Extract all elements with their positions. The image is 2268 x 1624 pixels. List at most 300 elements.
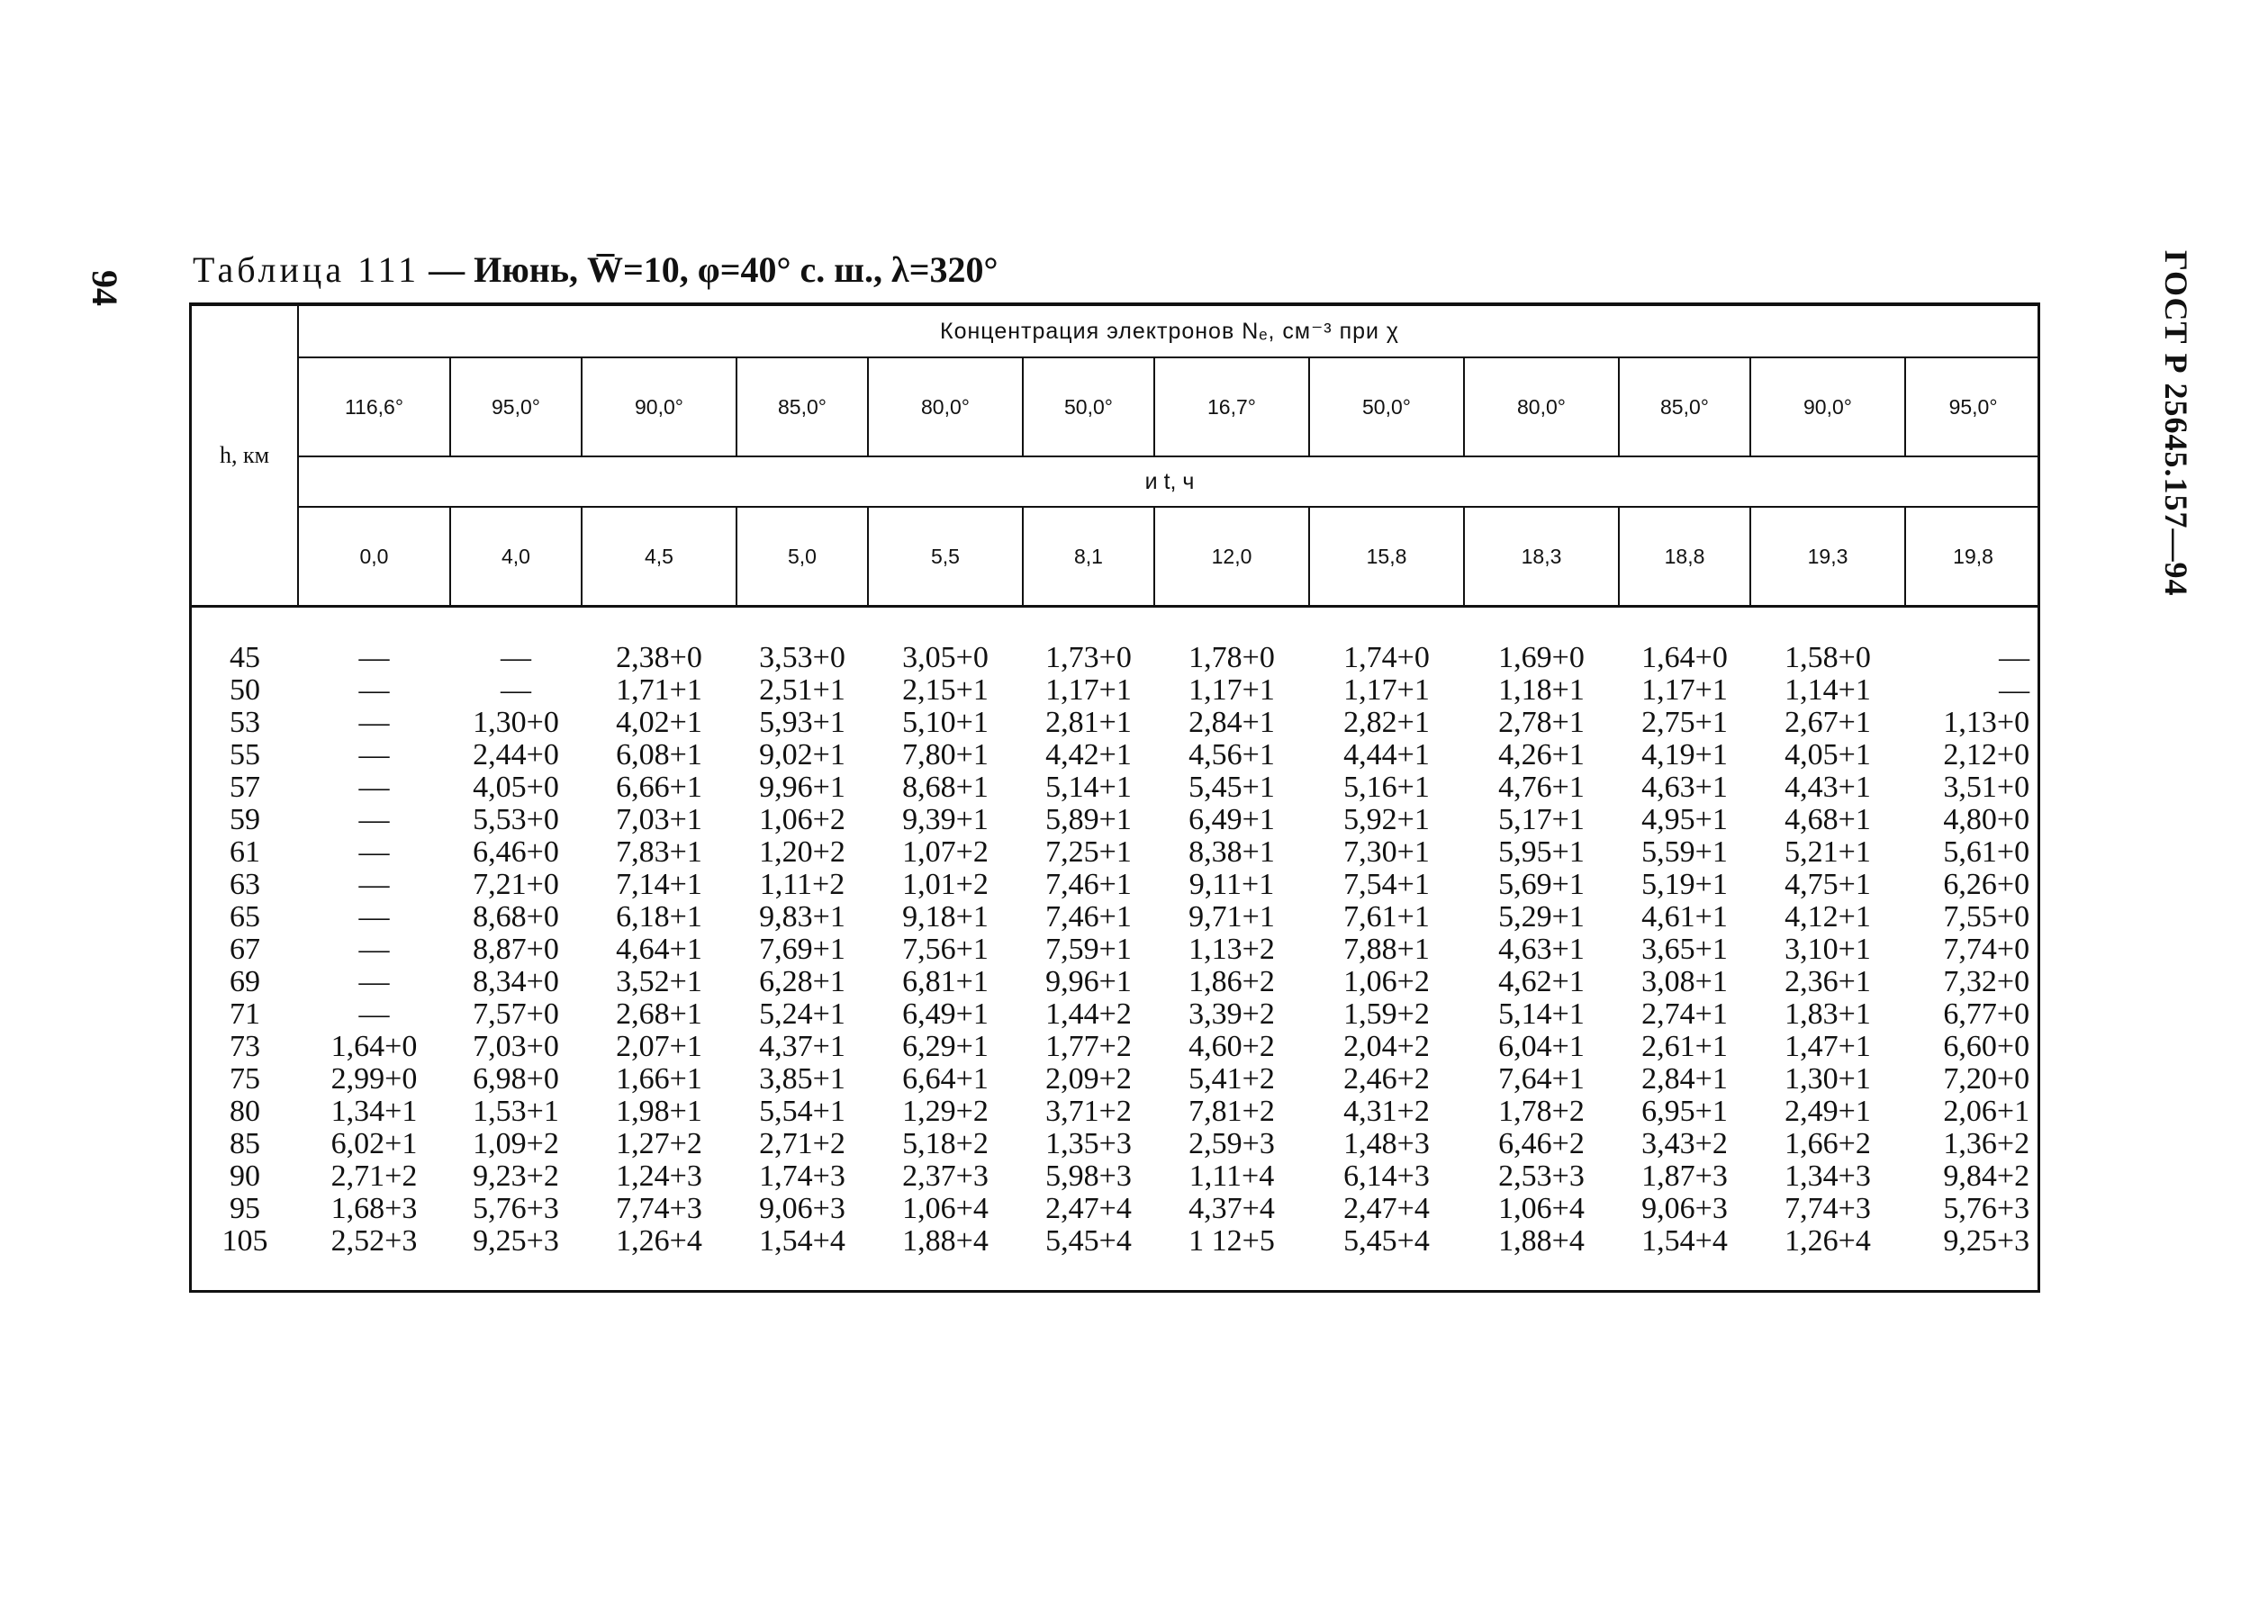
value-cell: 9,11+1 bbox=[1188, 868, 1275, 901]
value-cell: 1,48+3 bbox=[1343, 1127, 1430, 1160]
height-cell: 67 bbox=[230, 933, 260, 966]
value-cell: 1,86+2 bbox=[1188, 965, 1275, 998]
value-cell: 6,14+3 bbox=[1343, 1159, 1430, 1193]
row-header-label bbox=[192, 306, 298, 607]
chi-header-cell: 50,0° bbox=[1309, 357, 1464, 456]
value-cell: — bbox=[358, 997, 390, 1031]
chi-header-cell: 16,7° bbox=[1154, 357, 1309, 456]
value-cell: 9,39+1 bbox=[902, 803, 989, 836]
value-cell: 4,62+1 bbox=[1498, 965, 1585, 998]
value-cell: 6,26+0 bbox=[1943, 868, 2030, 901]
value-cell: 9,84+2 bbox=[1943, 1159, 2030, 1193]
value-cell: 5,21+1 bbox=[1785, 835, 1871, 869]
value-cell: 2,61+1 bbox=[1641, 1030, 1728, 1063]
value-cell: 9,23+2 bbox=[473, 1159, 559, 1193]
height-cell: 73 bbox=[230, 1030, 260, 1063]
value-cell: 8,34+0 bbox=[473, 965, 559, 998]
value-cell: — bbox=[358, 900, 390, 934]
value-cell: 7,03+1 bbox=[616, 803, 702, 836]
value-cell: 3,53+0 bbox=[759, 641, 845, 674]
value-cell: 6,04+1 bbox=[1498, 1030, 1585, 1063]
chi-header-cell: 80,0° bbox=[868, 357, 1023, 456]
value-cell: 5,29+1 bbox=[1498, 900, 1585, 934]
chi-header-cell: 50,0° bbox=[1023, 357, 1154, 456]
height-cell: 71 bbox=[230, 997, 260, 1031]
value-cell: 6,28+1 bbox=[759, 965, 845, 998]
value-cell: 5,10+1 bbox=[902, 706, 989, 739]
value-cell: 6,29+1 bbox=[902, 1030, 989, 1063]
value-cell: 4,05+1 bbox=[1785, 738, 1871, 771]
value-cell: 3,51+0 bbox=[1943, 771, 2030, 804]
value-cell: 2,74+1 bbox=[1641, 997, 1728, 1031]
value-cell: 1,30+0 bbox=[473, 706, 559, 739]
value-cell: 4,02+1 bbox=[616, 706, 702, 739]
height-cell: 50 bbox=[230, 673, 260, 707]
value-cell: 1,83+1 bbox=[1785, 997, 1871, 1031]
value-cell: 6,46+2 bbox=[1498, 1127, 1585, 1160]
height-cell: 95 bbox=[230, 1192, 260, 1225]
table-title bbox=[193, 248, 998, 291]
table-title-rest: — Июнь, W̅=10, φ=40° с. ш., λ=320° bbox=[420, 249, 998, 290]
value-cell: 1,54+4 bbox=[1641, 1224, 1728, 1258]
value-cell: 2,71+2 bbox=[330, 1159, 418, 1193]
value-cell: 5,53+0 bbox=[473, 803, 559, 836]
value-cell: 1,06+4 bbox=[1498, 1192, 1585, 1225]
value-cell: 6,95+1 bbox=[1641, 1095, 1728, 1128]
row-header-text: h, км bbox=[219, 442, 270, 468]
value-cell: 9,71+1 bbox=[1188, 900, 1275, 934]
value-cell: 1,77+2 bbox=[1045, 1030, 1132, 1063]
value-cell: 7,25+1 bbox=[1045, 835, 1132, 869]
value-cell: 7,14+1 bbox=[616, 868, 702, 901]
electron-concentration-table bbox=[192, 306, 2040, 1290]
value-cell: 1,29+2 bbox=[902, 1095, 989, 1128]
value-cell: 4,80+0 bbox=[1943, 803, 2030, 836]
value-cell: 4,37+4 bbox=[1188, 1192, 1275, 1225]
value-cell: 1,78+0 bbox=[1188, 641, 1275, 674]
value-cell: 4,63+1 bbox=[1498, 933, 1585, 966]
value-cell: 1,35+3 bbox=[1045, 1127, 1132, 1160]
t-header-cell: 0,0 bbox=[298, 507, 450, 607]
value-cell: 1,53+1 bbox=[473, 1095, 559, 1128]
value-cell: 2,07+1 bbox=[616, 1030, 702, 1063]
value-cell: 4,61+1 bbox=[1641, 900, 1728, 934]
value-cell: — bbox=[358, 738, 390, 771]
time-label: и t, ч bbox=[298, 456, 2040, 507]
value-cell: 7,74+3 bbox=[616, 1192, 702, 1225]
value-cell: 5,98+3 bbox=[1045, 1159, 1132, 1193]
chi-row bbox=[192, 357, 2040, 456]
table-row bbox=[192, 642, 2040, 674]
value-cell: 6,18+1 bbox=[616, 900, 702, 934]
value-cell: 7,69+1 bbox=[759, 933, 845, 966]
height-cell: 80 bbox=[230, 1095, 260, 1128]
chi-header-cell: 85,0° bbox=[1619, 357, 1750, 456]
value-cell: 5,54+1 bbox=[759, 1095, 845, 1128]
value-cell: 9,96+1 bbox=[1045, 965, 1132, 998]
value-cell: 1,68+3 bbox=[330, 1192, 418, 1225]
value-cell: 2,47+4 bbox=[1343, 1192, 1430, 1225]
height-cell: 90 bbox=[230, 1159, 260, 1193]
height-cell: 55 bbox=[230, 738, 260, 771]
height-cell: 75 bbox=[230, 1062, 260, 1096]
height-cell: 69 bbox=[230, 965, 260, 998]
value-cell: 1,11+4 bbox=[1188, 1159, 1275, 1193]
value-cell: 2,81+1 bbox=[1045, 706, 1132, 739]
chi-header-cell: 90,0° bbox=[1750, 357, 1905, 456]
value-cell: 3,43+2 bbox=[1641, 1127, 1728, 1160]
value-cell: 9,06+3 bbox=[1641, 1192, 1728, 1225]
value-cell: 1,17+1 bbox=[1045, 673, 1132, 707]
value-cell: 1,17+1 bbox=[1343, 673, 1430, 707]
value-cell: — bbox=[358, 641, 390, 674]
chi-header-cell: 85,0° bbox=[736, 357, 868, 456]
table-row bbox=[192, 674, 2040, 707]
value-cell: 4,76+1 bbox=[1498, 771, 1585, 804]
bottom-pad-cell bbox=[192, 1258, 2040, 1290]
value-cell: — bbox=[358, 965, 390, 998]
value-cell: 2,12+0 bbox=[1943, 738, 2030, 771]
value-cell: 6,60+0 bbox=[1943, 1030, 2030, 1063]
value-cell: 1,30+1 bbox=[1785, 1062, 1871, 1096]
value-cell: 9,25+3 bbox=[1943, 1224, 2030, 1258]
value-cell: 8,87+0 bbox=[473, 933, 559, 966]
value-cell: 1,01+2 bbox=[902, 868, 989, 901]
value-cell: 7,55+0 bbox=[1943, 900, 2030, 934]
t-header-cell: 8,1 bbox=[1023, 507, 1154, 607]
value-cell: 5,61+0 bbox=[1943, 835, 2030, 869]
value-cell: 7,56+1 bbox=[902, 933, 989, 966]
value-cell: 2,09+2 bbox=[1045, 1062, 1132, 1096]
value-cell: 3,39+2 bbox=[1188, 997, 1275, 1031]
table-row bbox=[192, 739, 2040, 771]
value-cell: 2,84+1 bbox=[1188, 706, 1275, 739]
t-header-cell: 12,0 bbox=[1154, 507, 1309, 607]
value-cell: 1,58+0 bbox=[1785, 641, 1871, 674]
value-cell: 1,44+2 bbox=[1045, 997, 1132, 1031]
value-cell: 1,20+2 bbox=[759, 835, 845, 869]
value-cell: 4,37+1 bbox=[759, 1030, 845, 1063]
value-cell: 3,71+2 bbox=[1045, 1095, 1132, 1128]
value-cell: — bbox=[501, 673, 531, 707]
value-cell: 1,24+3 bbox=[616, 1159, 702, 1193]
value-cell: 2,67+1 bbox=[1785, 706, 1871, 739]
value-cell: 3,05+0 bbox=[902, 641, 989, 674]
value-cell: 3,08+1 bbox=[1641, 965, 1728, 998]
chi-header-cell: 116,6° bbox=[298, 357, 450, 456]
value-cell: 4,63+1 bbox=[1641, 771, 1728, 804]
value-cell: 1,06+2 bbox=[1343, 965, 1430, 998]
value-cell: — bbox=[501, 641, 531, 674]
height-cell: 85 bbox=[230, 1127, 260, 1160]
value-cell: 3,52+1 bbox=[616, 965, 702, 998]
value-cell: 5,18+2 bbox=[902, 1127, 989, 1160]
value-cell: 6,49+1 bbox=[902, 997, 989, 1031]
value-cell: 1,34+1 bbox=[330, 1095, 418, 1128]
value-cell: 6,66+1 bbox=[616, 771, 702, 804]
value-cell: 1,78+2 bbox=[1498, 1095, 1585, 1128]
t-header-cell: 4,5 bbox=[582, 507, 736, 607]
value-cell: 5,93+1 bbox=[759, 706, 845, 739]
t-header-cell: 5,5 bbox=[868, 507, 1023, 607]
value-cell: 7,03+0 bbox=[473, 1030, 559, 1063]
value-cell: 7,21+0 bbox=[473, 868, 559, 901]
value-cell: 7,74+3 bbox=[1785, 1192, 1871, 1225]
table-row bbox=[192, 1160, 2040, 1193]
value-cell: 2,84+1 bbox=[1641, 1062, 1728, 1096]
value-cell: 3,85+1 bbox=[759, 1062, 845, 1096]
value-cell: 1,71+1 bbox=[616, 673, 702, 707]
value-cell: 6,49+1 bbox=[1188, 803, 1275, 836]
value-cell: 1,34+3 bbox=[1785, 1159, 1871, 1193]
value-cell: 1,26+4 bbox=[616, 1224, 702, 1258]
value-cell: 7,32+0 bbox=[1943, 965, 2030, 998]
value-cell: 6,77+0 bbox=[1943, 997, 2030, 1031]
value-cell: — bbox=[1999, 641, 2030, 674]
value-cell: 1,54+4 bbox=[759, 1224, 845, 1258]
value-cell: 5,95+1 bbox=[1498, 835, 1585, 869]
value-cell: 1,69+0 bbox=[1498, 641, 1585, 674]
concentration-label: Концентрация электронов Nₑ, см⁻³ при χ bbox=[298, 306, 2040, 357]
value-cell: 2,82+1 bbox=[1343, 706, 1430, 739]
table-row bbox=[192, 1096, 2040, 1128]
value-cell: 5,76+3 bbox=[1943, 1192, 2030, 1225]
value-cell: 1,73+0 bbox=[1045, 641, 1132, 674]
chi-header-cell: 95,0° bbox=[450, 357, 582, 456]
page-number: 94 bbox=[85, 270, 125, 306]
value-cell: 7,46+1 bbox=[1045, 868, 1132, 901]
value-cell: 1,88+4 bbox=[1498, 1224, 1585, 1258]
value-cell: 2,15+1 bbox=[902, 673, 989, 707]
value-cell: 7,20+0 bbox=[1943, 1062, 2030, 1096]
table-row bbox=[192, 1193, 2040, 1225]
value-cell: — bbox=[1999, 673, 2030, 707]
value-cell: 1,36+2 bbox=[1943, 1127, 2030, 1160]
table-row bbox=[192, 998, 2040, 1031]
bottom-pad-row bbox=[192, 1258, 2040, 1290]
table-row bbox=[192, 836, 2040, 869]
t-header-cell: 15,8 bbox=[1309, 507, 1464, 607]
value-cell: 1,66+1 bbox=[616, 1062, 702, 1096]
table-body bbox=[192, 607, 2040, 1291]
table-header bbox=[192, 306, 2040, 607]
table-row bbox=[192, 1128, 2040, 1160]
value-cell: 2,36+1 bbox=[1785, 965, 1871, 998]
table-row bbox=[192, 1225, 2040, 1258]
value-cell: 4,12+1 bbox=[1785, 900, 1871, 934]
value-cell: 1,27+2 bbox=[616, 1127, 702, 1160]
value-cell: 7,80+1 bbox=[902, 738, 989, 771]
table-row bbox=[192, 1063, 2040, 1096]
value-cell: 2,47+4 bbox=[1045, 1192, 1132, 1225]
value-cell: 2,44+0 bbox=[473, 738, 559, 771]
value-cell: 5,45+4 bbox=[1343, 1224, 1430, 1258]
t-header-cell: 18,3 bbox=[1464, 507, 1619, 607]
value-cell: 2,75+1 bbox=[1641, 706, 1728, 739]
value-cell: 1,17+1 bbox=[1641, 673, 1728, 707]
value-cell: 1,09+2 bbox=[473, 1127, 559, 1160]
value-cell: 5,76+3 bbox=[473, 1192, 559, 1225]
value-cell: 8,38+1 bbox=[1188, 835, 1275, 869]
value-cell: 2,59+3 bbox=[1188, 1127, 1275, 1160]
value-cell: — bbox=[358, 803, 390, 836]
value-cell: 5,69+1 bbox=[1498, 868, 1585, 901]
chi-header-cell: 90,0° bbox=[582, 357, 736, 456]
value-cell: 1,88+4 bbox=[902, 1224, 989, 1258]
value-cell: 7,74+0 bbox=[1943, 933, 2030, 966]
height-cell: 65 bbox=[230, 900, 260, 934]
t-row bbox=[192, 507, 2040, 607]
value-cell: 4,56+1 bbox=[1188, 738, 1275, 771]
value-cell: 7,54+1 bbox=[1343, 868, 1430, 901]
value-cell: 1,26+4 bbox=[1785, 1224, 1871, 1258]
value-cell: 2,68+1 bbox=[616, 997, 702, 1031]
value-cell: 6,02+1 bbox=[330, 1127, 418, 1160]
value-cell: 9,02+1 bbox=[759, 738, 845, 771]
value-cell: 9,06+3 bbox=[759, 1192, 845, 1225]
table-row bbox=[192, 707, 2040, 739]
value-cell: 2,52+3 bbox=[330, 1224, 418, 1258]
spacer-row bbox=[192, 607, 2040, 643]
value-cell: 7,64+1 bbox=[1498, 1062, 1585, 1096]
value-cell: 2,04+2 bbox=[1343, 1030, 1430, 1063]
value-cell: 6,98+0 bbox=[473, 1062, 559, 1096]
height-cell: 105 bbox=[221, 1224, 268, 1258]
value-cell: 2,49+1 bbox=[1785, 1095, 1871, 1128]
spacer-cell bbox=[192, 607, 2040, 643]
value-cell: 5,14+1 bbox=[1498, 997, 1585, 1031]
height-cell: 59 bbox=[230, 803, 260, 836]
table-row bbox=[192, 771, 2040, 804]
value-cell: 2,46+2 bbox=[1343, 1062, 1430, 1096]
value-cell: 3,65+1 bbox=[1641, 933, 1728, 966]
value-cell: 9,83+1 bbox=[759, 900, 845, 934]
value-cell: 6,46+0 bbox=[473, 835, 559, 869]
value-cell: — bbox=[358, 706, 390, 739]
t-header-cell: 18,8 bbox=[1619, 507, 1750, 607]
value-cell: 4,31+2 bbox=[1343, 1095, 1430, 1128]
value-cell: 1,59+2 bbox=[1343, 997, 1430, 1031]
value-cell: 4,42+1 bbox=[1045, 738, 1132, 771]
table-row bbox=[192, 1031, 2040, 1063]
height-cell: 61 bbox=[230, 835, 260, 869]
value-cell: 7,83+1 bbox=[616, 835, 702, 869]
value-cell: 7,88+1 bbox=[1343, 933, 1430, 966]
table-title-prefix: Таблица 111 bbox=[193, 249, 420, 290]
value-cell: 7,59+1 bbox=[1045, 933, 1132, 966]
value-cell: 5,24+1 bbox=[759, 997, 845, 1031]
value-cell: 7,57+0 bbox=[473, 997, 559, 1031]
t-header-cell: 5,0 bbox=[736, 507, 868, 607]
value-cell: — bbox=[358, 771, 390, 804]
value-cell: 9,18+1 bbox=[902, 900, 989, 934]
height-cell: 63 bbox=[230, 868, 260, 901]
value-cell: 5,59+1 bbox=[1641, 835, 1728, 869]
value-cell: 4,19+1 bbox=[1641, 738, 1728, 771]
value-cell: 5,17+1 bbox=[1498, 803, 1585, 836]
table-row bbox=[192, 804, 2040, 836]
value-cell: — bbox=[358, 835, 390, 869]
value-cell: 1,87+3 bbox=[1641, 1159, 1728, 1193]
value-cell: 1,07+2 bbox=[902, 835, 989, 869]
value-cell: 2,51+1 bbox=[759, 673, 845, 707]
value-cell: 4,43+1 bbox=[1785, 771, 1871, 804]
value-cell: 4,75+1 bbox=[1785, 868, 1871, 901]
value-cell: — bbox=[358, 673, 390, 707]
gost-code: ГОСТ Р 25645.157—94 bbox=[2158, 250, 2194, 597]
value-cell: 2,53+3 bbox=[1498, 1159, 1585, 1193]
value-cell: 5,41+2 bbox=[1188, 1062, 1275, 1096]
value-cell: 1,06+4 bbox=[902, 1192, 989, 1225]
value-cell: 4,44+1 bbox=[1343, 738, 1430, 771]
value-cell: 1,13+0 bbox=[1943, 706, 2030, 739]
value-cell: 5,16+1 bbox=[1343, 771, 1430, 804]
value-cell: 2,78+1 bbox=[1498, 706, 1585, 739]
value-cell: 5,19+1 bbox=[1641, 868, 1728, 901]
table-row bbox=[192, 966, 2040, 998]
value-cell: 1,14+1 bbox=[1785, 673, 1871, 707]
value-cell: 5,45+1 bbox=[1188, 771, 1275, 804]
value-cell: 5,45+4 bbox=[1045, 1224, 1132, 1258]
value-cell: 7,46+1 bbox=[1045, 900, 1132, 934]
value-cell: 3,10+1 bbox=[1785, 933, 1871, 966]
value-cell: 1,13+2 bbox=[1188, 933, 1275, 966]
chi-header-cell: 95,0° bbox=[1905, 357, 2040, 456]
value-cell: 7,30+1 bbox=[1343, 835, 1430, 869]
value-cell: 1,06+2 bbox=[759, 803, 845, 836]
value-cell: 6,08+1 bbox=[616, 738, 702, 771]
value-cell: 1,17+1 bbox=[1188, 673, 1275, 707]
value-cell: 7,81+2 bbox=[1188, 1095, 1275, 1128]
value-cell: 6,81+1 bbox=[902, 965, 989, 998]
value-cell: 6,64+1 bbox=[902, 1062, 989, 1096]
value-cell: 1,64+0 bbox=[1641, 641, 1728, 674]
chi-header-cell: 80,0° bbox=[1464, 357, 1619, 456]
t-header-cell: 19,8 bbox=[1905, 507, 2040, 607]
data-table-frame bbox=[189, 302, 2040, 1293]
value-cell: 4,05+0 bbox=[473, 771, 559, 804]
value-cell: 4,64+1 bbox=[616, 933, 702, 966]
value-cell: 2,06+1 bbox=[1943, 1095, 2030, 1128]
value-cell: 1,64+0 bbox=[330, 1030, 418, 1063]
table-row bbox=[192, 869, 2040, 901]
table-row bbox=[192, 901, 2040, 934]
height-cell: 57 bbox=[230, 771, 260, 804]
table-row bbox=[192, 934, 2040, 966]
value-cell: 2,37+3 bbox=[902, 1159, 989, 1193]
value-cell: — bbox=[358, 933, 390, 966]
value-cell: 1,11+2 bbox=[759, 868, 845, 901]
value-cell: 5,14+1 bbox=[1045, 771, 1132, 804]
value-cell: 4,68+1 bbox=[1785, 803, 1871, 836]
height-cell: 53 bbox=[230, 706, 260, 739]
value-cell: 1,98+1 bbox=[616, 1095, 702, 1128]
value-cell: 2,71+2 bbox=[759, 1127, 845, 1160]
t-header-cell: 19,3 bbox=[1750, 507, 1905, 607]
value-cell: 8,68+0 bbox=[473, 900, 559, 934]
value-cell: 1,47+1 bbox=[1785, 1030, 1871, 1063]
value-cell: 5,89+1 bbox=[1045, 803, 1132, 836]
value-cell: — bbox=[358, 868, 390, 901]
value-cell: 1,66+2 bbox=[1785, 1127, 1871, 1160]
value-cell: 2,38+0 bbox=[616, 641, 702, 674]
t-header-cell: 4,0 bbox=[450, 507, 582, 607]
value-cell: 1,18+1 bbox=[1498, 673, 1585, 707]
value-cell: 8,68+1 bbox=[902, 771, 989, 804]
height-cell: 45 bbox=[230, 641, 260, 674]
value-cell: 4,26+1 bbox=[1498, 738, 1585, 771]
value-cell: 5,92+1 bbox=[1343, 803, 1430, 836]
